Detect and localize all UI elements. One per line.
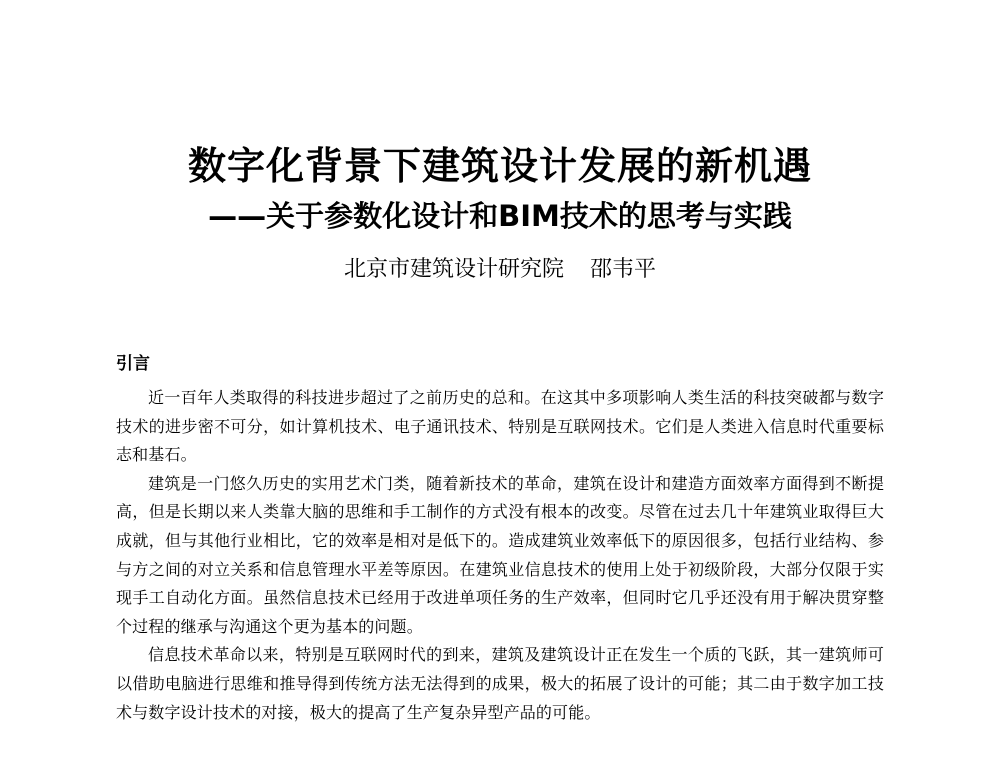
body-paragraph-1: 近一百年人类取得的科技进步超过了之前历史的总和。在这其中多项影响人类生活的科技突破都与数字技术的进步密不可分，如计算机技术、电子通讯技术、特别是互联网技术。它们是人类进入信息时代重要标志和基石。 [116,388,884,465]
author-name: 邵韦平 [590,257,657,282]
section-heading-intro: 引言 [116,354,150,374]
body-paragraph-2: 建筑是一门悠久历史的实用艺术门类，随着新技术的革命，建筑在设计和建造方面效率方面得到不断提高，但是长期以来人类靠大脑的思维和手工制作的方式没有根本的改变。尽管在过去几十年建筑业取得巨大成就，但与其他行业相比，它的效率是相对是低下的。造成建筑业效率低下的原因很多，包括行业结构、参与方之间的对立关系和信息管理水平差等原因。在建筑业信息技术的使用上处于初级阶段，大部分仅限于实现手工自动化方面。虽然信息技术已经用于改进单项任务的生产效率，但同时它几乎还没有用于解决贯穿整个过程的继承与沟通这个更为基本的问题。 [116,473,884,636]
author-line [0,253,1000,287]
paper-subtitle: ——关于参数化设计和BIM技术的思考与实践 [208,199,792,233]
intro-body [116,384,884,727]
paper-title: 数字化背景下建筑设计发展的新机遇 [187,144,812,188]
body-paragraph-3: 信息技术革命以来，特别是互联网时代的到来，建筑及建筑设计正在发生一个质的飞跃，其一建筑师可以借助电脑进行思维和推导得到传统方法无法得到的成果，极大的拓展了设计的可能；其二由于数字加工技术与数字设计技术的对接，极大的提高了生产复杂异型产品的可能。 [116,645,884,722]
author-institution: 北京市建筑设计研究院 [343,257,564,282]
